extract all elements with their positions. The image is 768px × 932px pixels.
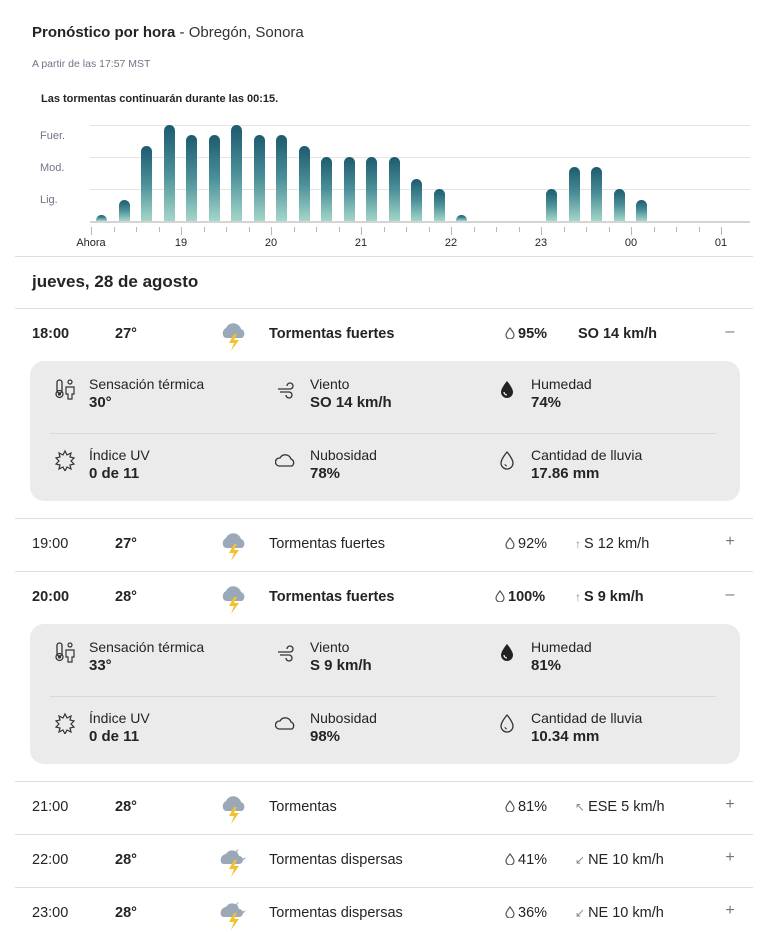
divider <box>15 256 753 257</box>
chart-bar <box>164 125 175 221</box>
expand-toggle-button[interactable]: – <box>725 586 735 603</box>
location-label: Obregón, Sonora <box>188 24 304 41</box>
hour-temperature: 27° <box>115 326 137 342</box>
detail-cloud <box>275 710 495 760</box>
detail-label: Índice UV <box>89 447 150 463</box>
wind-value: NE 10 km/h <box>588 905 664 921</box>
detail-humidity <box>496 376 716 426</box>
raindrop-icon <box>505 327 515 339</box>
x-tick <box>294 227 295 232</box>
hour-wind <box>575 536 649 552</box>
wind-value: NE 10 km/h <box>588 852 664 868</box>
detail-uv <box>54 710 274 760</box>
x-tick <box>676 227 677 232</box>
detail-value: SO 14 km/h <box>310 394 392 411</box>
thunderstorm-icon <box>218 317 252 353</box>
detail-value: 74% <box>531 394 562 411</box>
x-label: 00 <box>624 237 638 249</box>
hour-precip-chance <box>505 536 547 552</box>
hour-wind <box>575 905 664 921</box>
hour-condition: Tormentas fuertes <box>269 536 386 552</box>
wind-direction-arrow-icon: ↙ <box>575 906 586 920</box>
divider <box>50 433 716 434</box>
thunderstorm-icon <box>218 790 252 826</box>
x-tick <box>91 227 92 235</box>
uv-sun-icon <box>54 712 76 734</box>
detail-value: 81% <box>531 657 562 674</box>
detail-label: Viento <box>310 639 350 655</box>
chart-baseline <box>90 221 750 223</box>
detail-value: 30° <box>89 394 112 411</box>
detail-label: Humedad <box>531 376 592 392</box>
hour-temperature: 28° <box>115 852 137 868</box>
detail-value: 0 de 11 <box>89 465 140 482</box>
detail-label: Índice UV <box>89 710 150 726</box>
wind-direction-arrow-icon: ↖ <box>575 800 586 814</box>
raindrop-icon <box>495 590 505 602</box>
x-label: 20 <box>264 237 278 249</box>
hour-wind <box>575 799 665 815</box>
gridline <box>90 125 750 126</box>
humidity-drop-icon <box>496 378 518 400</box>
hour-condition: Tormentas fuertes <box>269 589 395 605</box>
chart-bar <box>186 135 197 221</box>
chart-bar <box>299 146 310 221</box>
hour-precip-chance <box>505 852 547 868</box>
chart-bar <box>389 157 400 221</box>
chart-bar <box>344 157 355 221</box>
rain-amount-drop-icon <box>496 449 518 471</box>
chart-bar <box>119 200 130 221</box>
y-label-light: Lig. <box>40 194 58 206</box>
x-tick <box>429 227 430 232</box>
title-separator: - <box>175 24 189 41</box>
detail-wind <box>275 639 495 689</box>
x-tick <box>159 227 160 232</box>
hour-condition: Tormentas fuertes <box>269 326 395 342</box>
detail-label: Cantidad de lluvia <box>531 710 643 726</box>
hour-wind <box>575 589 644 605</box>
page-title <box>32 24 304 41</box>
hour-condition: Tormentas dispersas <box>269 905 403 921</box>
chart-bar <box>321 157 332 221</box>
hour-precip-chance <box>505 905 547 921</box>
thermometer-person-icon <box>54 378 76 400</box>
x-tick <box>654 227 655 232</box>
x-tick <box>609 227 610 232</box>
x-tick <box>451 227 452 235</box>
x-tick <box>721 227 722 235</box>
wind-direction-arrow-icon: ↙ <box>575 853 586 867</box>
detail-wind <box>275 376 495 426</box>
precip-alert: Las tormentas continuarán durante las 00:15. <box>41 93 279 105</box>
chart-bar <box>96 215 107 221</box>
x-tick <box>384 227 385 232</box>
hourly-row[interactable] <box>15 519 753 571</box>
x-label: 22 <box>444 237 458 249</box>
x-tick <box>339 227 340 232</box>
detail-label: Nubosidad <box>310 447 377 463</box>
hour-time: 21:00 <box>32 799 69 815</box>
y-label-heavy: Fuer. <box>40 130 66 142</box>
cloud-icon <box>275 449 297 471</box>
x-tick <box>406 227 407 232</box>
x-tick <box>519 227 520 232</box>
x-tick <box>631 227 632 235</box>
detail-humidity <box>496 639 716 689</box>
scattered-thunderstorm-night-icon <box>218 896 252 932</box>
title-label: Pronóstico por hora <box>32 24 176 41</box>
hour-time: 19:00 <box>32 536 69 552</box>
hour-temperature: 28° <box>115 799 137 815</box>
chart-bar <box>276 135 287 221</box>
detail-cloud <box>275 447 495 497</box>
hour-precip-chance <box>495 589 545 605</box>
thermometer-person-icon <box>54 641 76 663</box>
x-label: 01 <box>714 237 728 249</box>
wind-value: S 9 km/h <box>584 589 644 605</box>
hourly-row[interactable] <box>15 782 753 834</box>
x-tick <box>564 227 565 232</box>
x-tick <box>114 227 115 232</box>
x-label: 19 <box>174 237 188 249</box>
x-tick <box>226 227 227 232</box>
x-tick <box>541 227 542 235</box>
chart-bar <box>456 215 467 221</box>
hour-time: 23:00 <box>32 905 69 921</box>
detail-label: Sensación térmica <box>89 639 205 655</box>
x-tick <box>249 227 250 232</box>
chart-bar <box>434 189 445 221</box>
hour-time: 20:00 <box>32 589 70 605</box>
wind-value: SO 14 km/h <box>578 326 657 342</box>
detail-rain <box>496 447 716 497</box>
x-tick <box>361 227 362 235</box>
x-tick <box>316 227 317 232</box>
precip-value: 100% <box>508 589 546 605</box>
raindrop-icon <box>505 537 515 549</box>
detail-feels <box>54 376 274 426</box>
detail-value: S 9 km/h <box>310 657 372 674</box>
uv-sun-icon <box>54 449 76 471</box>
hour-temperature: 28° <box>115 905 137 921</box>
detail-uv <box>54 447 274 497</box>
precip-value: 36% <box>518 905 548 921</box>
x-tick <box>586 227 587 232</box>
precip-value: 92% <box>518 536 548 552</box>
chart-bar <box>591 167 602 221</box>
precip-intensity-chart <box>30 115 730 257</box>
expand-toggle-button[interactable]: + <box>725 533 735 550</box>
scattered-thunderstorm-night-icon <box>218 843 252 879</box>
expand-toggle-button[interactable]: + <box>725 902 735 919</box>
chart-bar <box>411 179 422 221</box>
wind-value: S 12 km/h <box>584 536 650 552</box>
detail-value: 0 de 11 <box>89 728 140 745</box>
hour-time: 22:00 <box>32 852 69 868</box>
hour-precip-chance <box>505 326 547 342</box>
hour-wind <box>575 852 664 868</box>
hourly-row[interactable] <box>15 835 753 887</box>
updated-time: A partir de las 17:57 MST <box>32 58 151 70</box>
x-label: 23 <box>534 237 548 249</box>
expand-toggle-button[interactable]: – <box>725 323 735 340</box>
detail-value: 98% <box>310 728 341 745</box>
humidity-drop-icon <box>496 641 518 663</box>
x-label: Ahora <box>76 237 106 249</box>
detail-label: Humedad <box>531 639 592 655</box>
detail-label: Nubosidad <box>310 710 377 726</box>
chart-bar <box>636 200 647 221</box>
detail-value: 17.86 mm <box>531 465 600 482</box>
detail-value: 78% <box>310 465 341 482</box>
hourly-row[interactable] <box>15 572 753 624</box>
cloud-icon <box>275 712 297 734</box>
y-label-moderate: Mod. <box>40 162 65 174</box>
thunderstorm-icon <box>218 580 252 616</box>
x-tick <box>474 227 475 232</box>
day-header: jueves, 28 de agosto <box>32 272 199 291</box>
detail-feels <box>54 639 274 689</box>
x-tick <box>136 227 137 232</box>
detail-label: Cantidad de lluvia <box>531 447 643 463</box>
chart-bar <box>366 157 377 221</box>
chart-bar <box>569 167 580 221</box>
x-tick <box>181 227 182 235</box>
hour-condition: Tormentas <box>269 799 337 815</box>
hour-details-panel <box>30 624 740 764</box>
chart-bar <box>141 146 152 221</box>
detail-label: Viento <box>310 376 350 392</box>
hour-wind <box>575 326 657 342</box>
hourly-row[interactable] <box>15 888 753 932</box>
precip-value: 41% <box>518 852 548 868</box>
raindrop-icon <box>505 906 515 918</box>
raindrop-icon <box>505 853 515 865</box>
hour-temperature: 28° <box>115 589 137 605</box>
wind-direction-arrow-icon: ↑ <box>575 590 581 604</box>
x-tick <box>271 227 272 235</box>
x-tick <box>204 227 205 232</box>
wind-icon <box>275 641 297 663</box>
hour-time: 18:00 <box>32 326 70 342</box>
chart-bar <box>231 125 242 221</box>
divider <box>50 696 716 697</box>
x-label: 21 <box>354 237 368 249</box>
thunderstorm-icon <box>218 527 252 563</box>
detail-rain <box>496 710 716 760</box>
hourly-row[interactable] <box>15 309 753 361</box>
wind-icon <box>275 378 297 400</box>
raindrop-icon <box>505 800 515 812</box>
precip-value: 95% <box>518 326 548 342</box>
x-tick <box>699 227 700 232</box>
hour-precip-chance <box>505 799 547 815</box>
rain-amount-drop-icon <box>496 712 518 734</box>
expand-toggle-button[interactable]: + <box>725 849 735 866</box>
detail-label: Sensación térmica <box>89 376 205 392</box>
chart-bar <box>254 135 265 221</box>
chart-bar <box>546 189 557 221</box>
chart-bar <box>209 135 220 221</box>
wind-direction-arrow-icon: ↑ <box>575 537 581 551</box>
detail-value: 10.34 mm <box>531 728 600 745</box>
wind-value: ESE 5 km/h <box>588 799 665 815</box>
expand-toggle-button[interactable]: + <box>725 796 735 813</box>
hour-condition: Tormentas dispersas <box>269 852 403 868</box>
hour-temperature: 27° <box>115 536 137 552</box>
precip-value: 81% <box>518 799 548 815</box>
hour-details-panel <box>30 361 740 501</box>
x-tick <box>496 227 497 232</box>
detail-value: 33° <box>89 657 112 674</box>
chart-bar <box>614 189 625 221</box>
